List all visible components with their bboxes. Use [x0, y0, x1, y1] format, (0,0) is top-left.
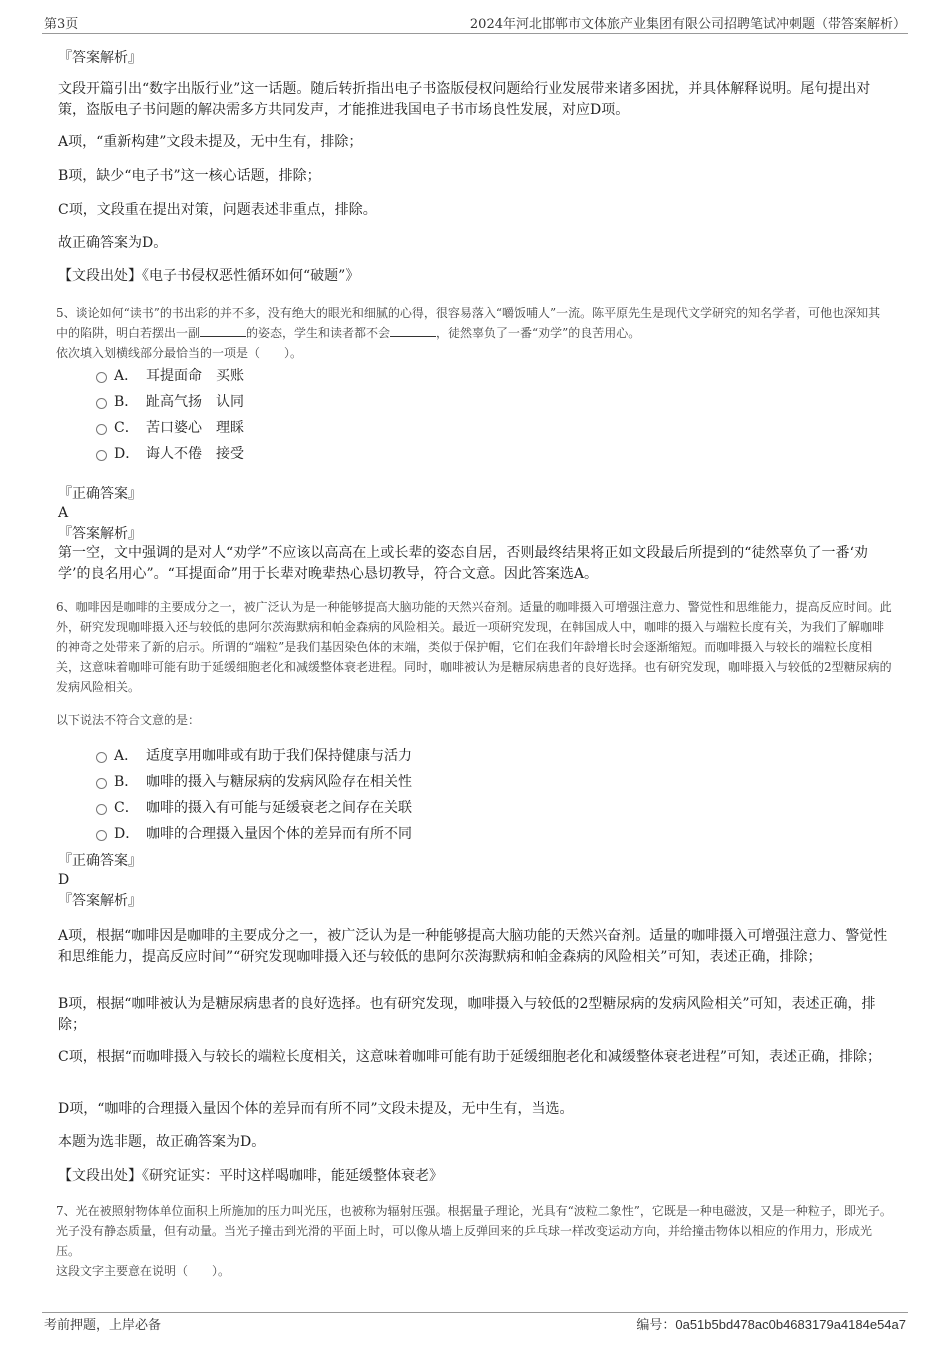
footer-slogan: 考前押题，上岸必备: [44, 1318, 162, 1333]
analysis-label: 『答案解析』: [58, 893, 142, 909]
source-citation: 【文段出处】《研究证实：平时这样喝咖啡，能延缓整体衰老》: [58, 1168, 443, 1184]
header-divider: [42, 33, 908, 34]
correct-answer-label: 『正确答案』: [58, 853, 142, 869]
page-number: 第3页: [44, 17, 79, 32]
analysis-line-a: A项，根据“咖啡因是咖啡的主要成分之一，被广泛认为是一种能够提高大脑功能的天然兴奋剂。适量的咖啡摄入可增强注意力、警觉性和思维能力，提高反应时间”“研究发现咖啡摄入还与较低的患阿尔茨海默病和帕金森病的风险相关”可知，表述正确，排除；: [58, 928, 888, 965]
correct-answer-label: 『正确答案』: [58, 486, 142, 502]
correct-answer-value: D: [58, 872, 70, 888]
radio-icon[interactable]: [96, 830, 107, 841]
blank-2: [390, 324, 436, 337]
document-title: 2024年河北邯郸市文体旅产业集团有限公司招聘笔试冲刺题（带答案解析）: [469, 17, 906, 32]
analysis-label: 『答案解析』: [58, 50, 142, 66]
question-7-prompt: 这段文字主要意在说明（ ）。: [56, 1264, 231, 1278]
question-6-stem: 6、咖啡因是咖啡的主要成分之一，被广泛认为是一种能够提高大脑功能的天然兴奋剂。适量的咖啡摄入可增强注意力、警觉性和思维能力，提高反应时间。此外，研究发现咖啡摄入还与较低的患阿尔茨海默病和帕金森病的风险相关。最近一项研究发现，在韩国成人中，咖啡的摄入与端粒长度有关，为我们了解咖啡的神奇之处带来了新的启示。所谓的“端粒”是我们基因染色体的末端，类似于保护帽，它们在我们年龄增长时会逐渐缩短。而咖啡摄入与较长的端粒长度相关，这意味着咖啡可能有助于延缓细胞老化和减缓整体衰老进程。同时，咖啡被认为是糖尿病患者的良好选择。也有研究发现，咖啡摄入与较低的2型糖尿病的发病风险相关。: [56, 600, 892, 694]
analysis-line-a: A项，“重新构建”文段未提及，无中生有，排除；: [58, 134, 363, 150]
blank-1: [200, 324, 246, 337]
analysis-label: 『答案解析』: [58, 526, 142, 542]
question-5-stem: 5、谈论如何“读书”的书出彩的并不多，没有绝大的眼光和细腻的心得，很容易落入“嚼饭哺人”一流。陈平原先生是现代文学研究的知名学者，可他也深知其中的陷阱，明白若摆出一副 的姿态，学生和读者都不会 ，徒然辜负了一番“劝学”的良苦用心。: [56, 306, 881, 340]
radio-icon[interactable]: [96, 804, 107, 815]
radio-icon[interactable]: [96, 450, 107, 461]
correct-answer-value: A: [58, 505, 69, 521]
radio-icon[interactable]: [96, 424, 107, 435]
radio-icon[interactable]: [96, 752, 107, 763]
radio-icon[interactable]: [96, 372, 107, 383]
analysis-text: 第一空，文中强调的是对人“劝学”不应该以高高在上或长辈的姿态自居，否则最终结果将正如文段最后所提到的“徒然辜负了一番‘劝学’的良名用心”。“耳提面命”用于长辈对晚辈热心恳切教导，符合文意。因此答案选A。: [58, 545, 868, 582]
question-7-stem: 7、光在被照射物体单位面积上所施加的压力叫光压，也被称为辐射压强。根据量子理论，光具有“波粒二象性”，它既是一种电磁波，又是一种粒子，即光子。光子没有静态质量，但有动量。当光子撞击到光滑的平面上时，可以像从墙上反弹回来的乒乓球一样改变运动方向，并给撞击物体以相应的作用力，形成光压。: [56, 1204, 892, 1258]
analysis-line-c: C项，根据“而咖啡摄入与较长的端粒长度相关，这意味着咖啡可能有助于延缓细胞老化和减缓整体衰老进程”可知，表述正确，排除；: [58, 1049, 882, 1065]
analysis-line-d: D项，“咖啡的合理摄入量因个体的差异而有所不同”文段未提及，无中生有，当选。: [58, 1101, 574, 1117]
document-code: 编号：0a51b5bd478ac0b4683179a4184e54a7: [636, 1317, 906, 1333]
analysis-line-b: B项，缺少“电子书”这一核心话题，排除；: [58, 168, 321, 184]
analysis-text: 文段开篇引出“数字出版行业”这一话题。随后转折指出电子书盗版侵权问题给行业发展带来诸多困扰，并具体解释说明。尾句提出对策，盗版电子书问题的解决需多方共同发声，才能推进我国电子书市场良性发展，对应D项。: [58, 81, 871, 118]
radio-icon[interactable]: [96, 398, 107, 409]
analysis-conclusion: 故正确答案为D。: [58, 235, 168, 251]
analysis-line-b: B项，根据“咖啡被认为是糖尿病患者的良好选择。也有研究发现，咖啡摄入与较低的2型糖尿病的发病风险相关”可知，表述正确，排除；: [58, 996, 876, 1033]
source-citation: 【文段出处】《电子书侵权恶性循环如何“破题”》: [58, 268, 360, 284]
analysis-conclusion: 本题为选非题，故正确答案为D。: [58, 1134, 266, 1150]
radio-icon[interactable]: [96, 778, 107, 789]
footer-divider: [42, 1312, 908, 1313]
question-6-prompt: 以下说法不符合文意的是：: [56, 713, 201, 727]
analysis-line-c: C项，文段重在提出对策，问题表述非重点，排除。: [58, 202, 377, 218]
question-5-prompt: 依次填入划横线部分最恰当的一项是（ ）。: [56, 346, 303, 360]
